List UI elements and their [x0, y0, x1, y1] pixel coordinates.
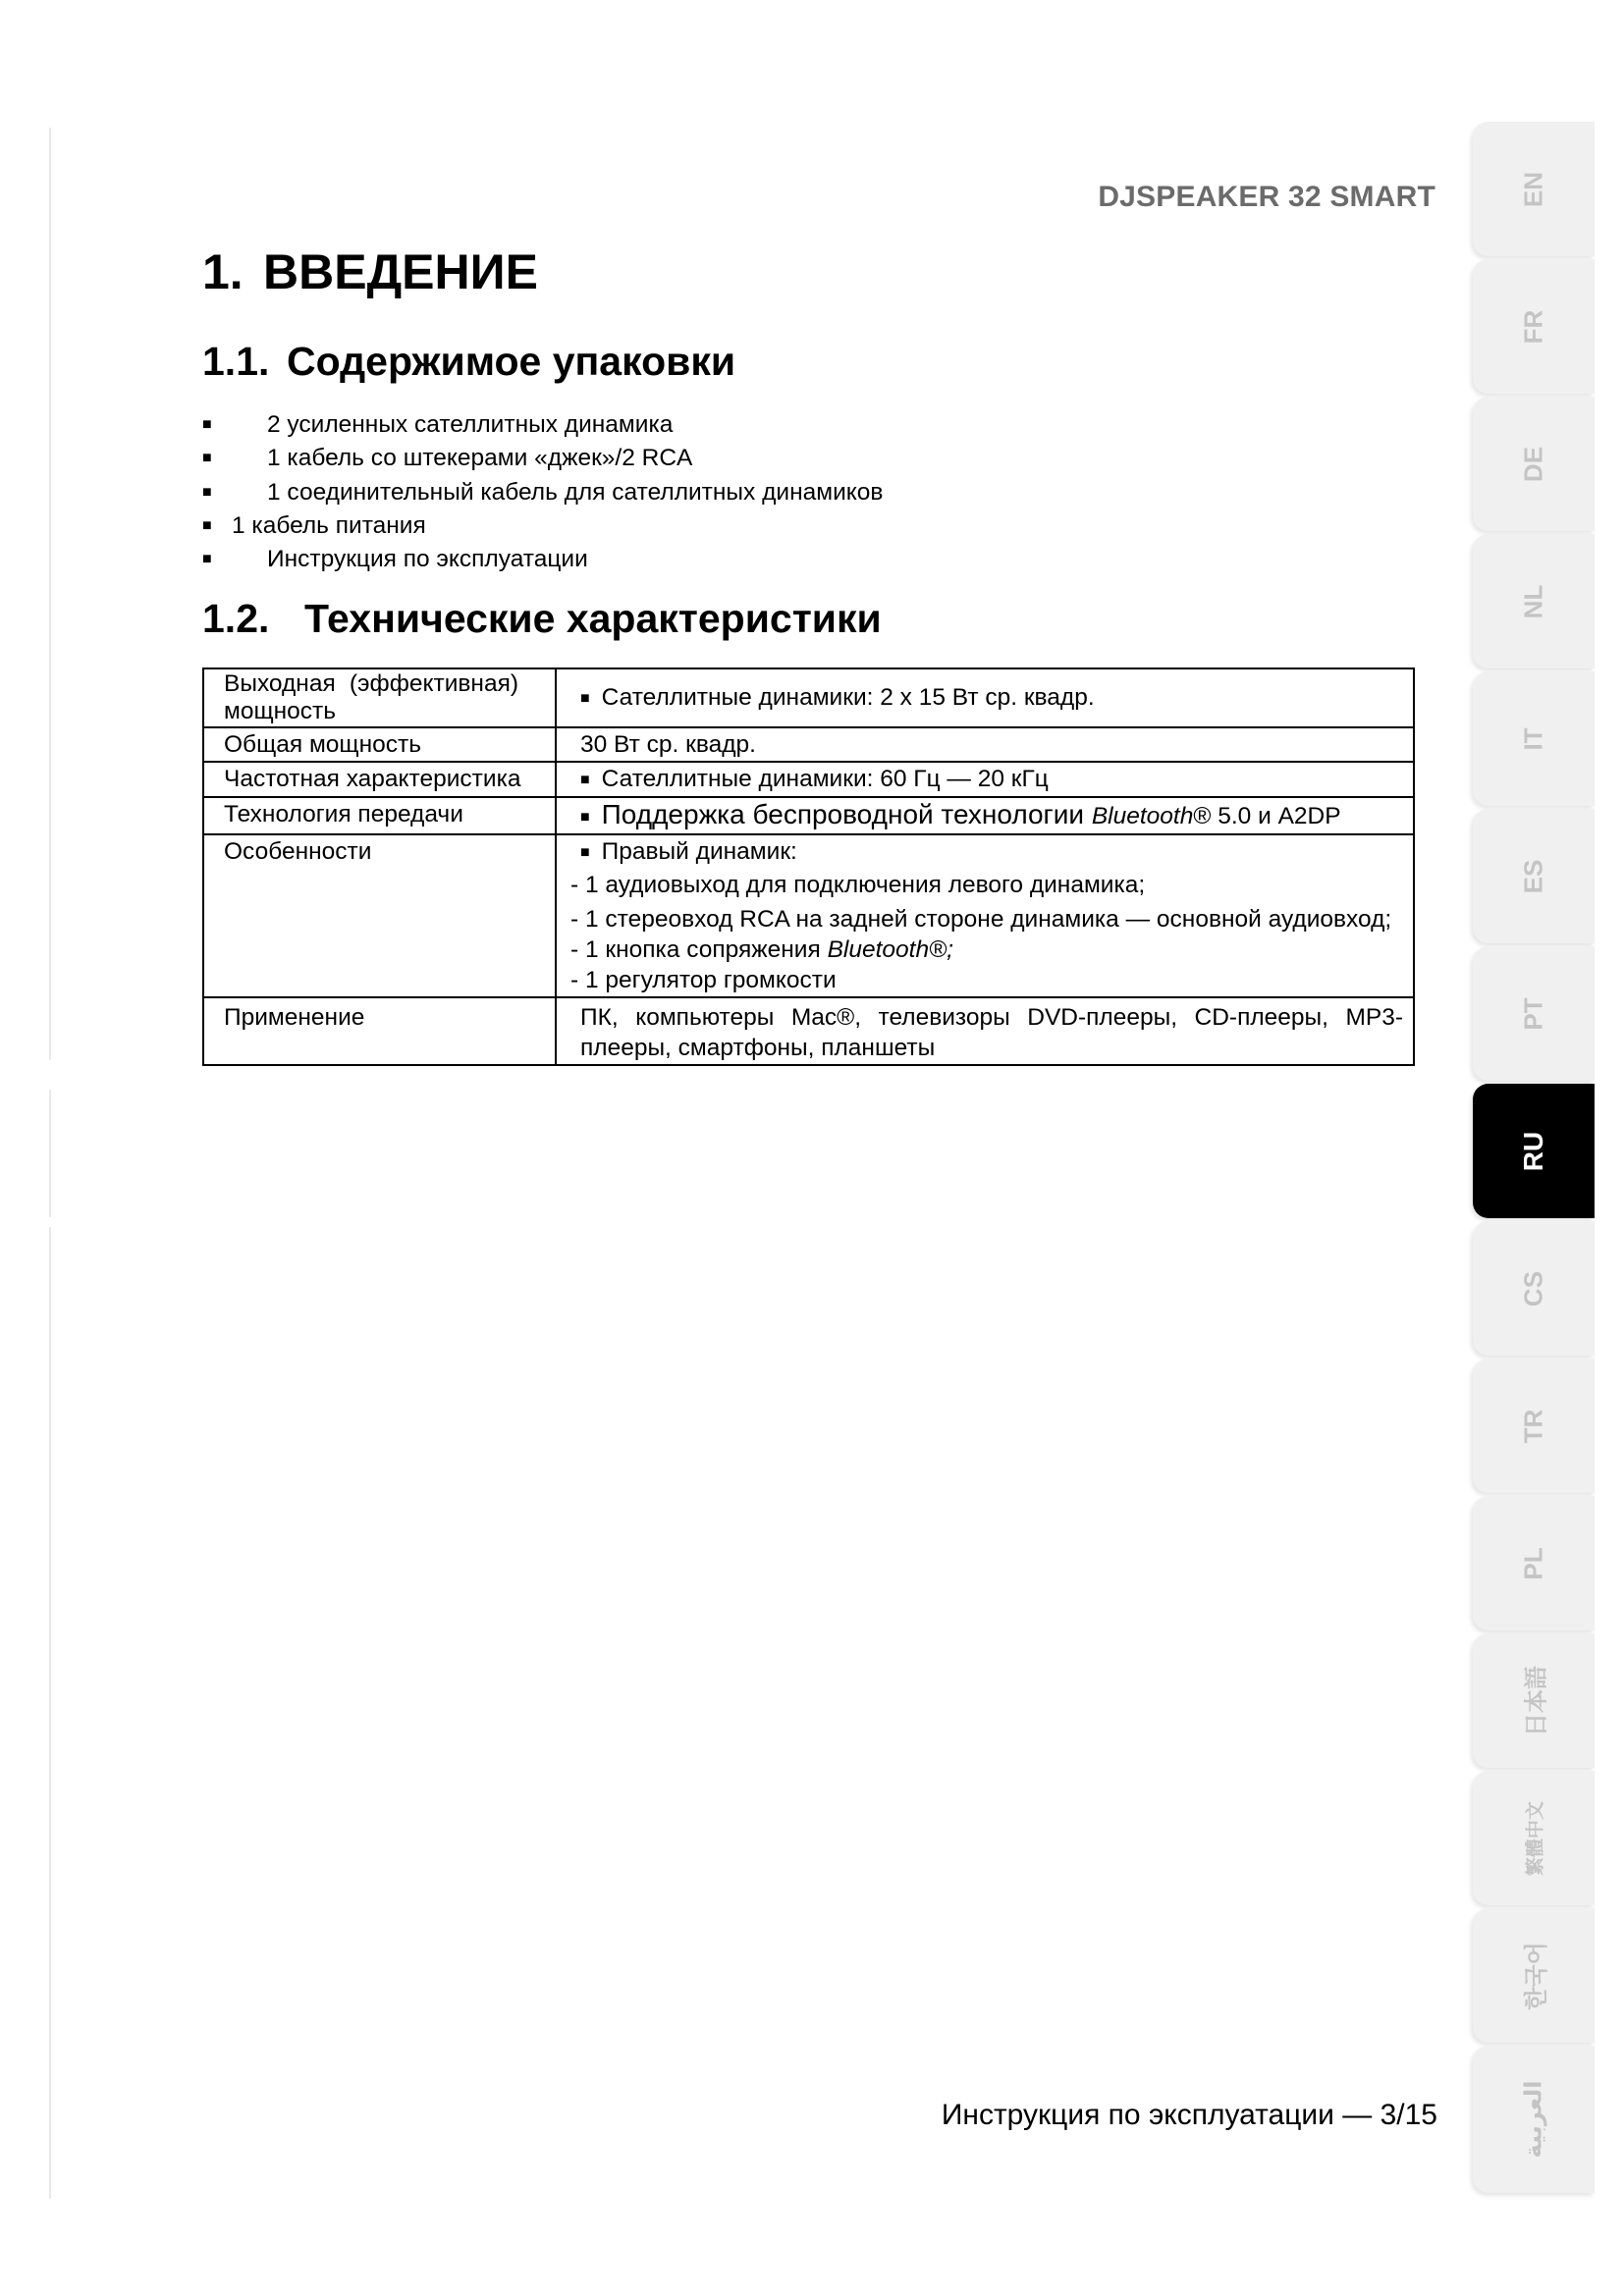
bullet-icon: ■ — [202, 450, 212, 466]
section-1-1-heading — [202, 339, 735, 385]
spec-key: Частотная характеристика — [203, 762, 556, 797]
page-footer: Инструкция по эксплуатации — 3/15 — [941, 2099, 1437, 2131]
table-row — [203, 834, 1414, 997]
tab-language-fr[interactable]: FR — [1473, 259, 1595, 394]
specifications-table — [202, 667, 1415, 1066]
tab-language-cs[interactable]: CS — [1473, 1221, 1595, 1356]
table-row — [203, 797, 1414, 834]
page-edge-top — [49, 128, 51, 1060]
tab-language-ja[interactable]: 日本語 — [1473, 1633, 1595, 1768]
spec-value: ■ Сателлитные динамики: 2 x 15 Вт ср. квадр. — [556, 668, 1414, 727]
tab-language-ar[interactable]: العربية — [1473, 2046, 1595, 2193]
section-1-heading — [202, 243, 538, 300]
tab-language-es[interactable]: ES — [1473, 809, 1595, 943]
section-1-1-title: Содержимое упаковки — [287, 339, 736, 384]
spec-key: Общая мощность — [203, 727, 556, 762]
tab-language-ko[interactable]: 한국어 — [1473, 1908, 1595, 2043]
table-row — [203, 762, 1414, 797]
spec-value: ■ Правый динамик: - 1 аудиовыход для подключения левого динамика; - 1 стереовход RCA на задней стороне динамика — основной аудиовход; - 1 кнопка сопряжения Bluetooth®; - 1 регулятор громкости — [556, 834, 1414, 997]
tab-language-nl[interactable]: NL — [1473, 534, 1595, 668]
spec-key: Выходная (эффективная) мощность — [203, 668, 556, 727]
spec-value: ■ Поддержка беспроводной технологии Bluetooth® 5.0 и A2DP — [556, 797, 1414, 834]
section-1-2-heading — [202, 596, 882, 642]
spec-key: Применение — [203, 997, 556, 1065]
tab-language-tr[interactable]: TR — [1473, 1359, 1595, 1493]
section-1-2-title: Технические характеристики — [304, 596, 882, 641]
spec-value: ПК, компьютеры Mac®, телевизоры DVD-плееры, CD-плееры, MP3- плееры, смартфоны, планшеты — [556, 997, 1414, 1065]
table-row — [203, 997, 1414, 1065]
page-edge-lower — [49, 1227, 51, 2199]
tab-language-pl[interactable]: PL — [1473, 1496, 1595, 1630]
spec-key: Особенности — [203, 834, 556, 997]
bullet-icon: ■ — [202, 416, 212, 433]
tab-language-ru[interactable]: RU — [1473, 1084, 1595, 1218]
bullet-icon: ■ — [580, 772, 590, 788]
page-edge-bottom — [49, 1090, 51, 1217]
bullet-icon: ■ — [202, 551, 212, 567]
bullet-icon: ■ — [580, 844, 590, 861]
tab-language-en[interactable]: EN — [1473, 122, 1595, 256]
bullet-icon: ■ — [580, 809, 590, 826]
tab-language-pt[interactable]: PT — [1473, 946, 1595, 1081]
tab-language-de[interactable]: DE — [1473, 397, 1595, 531]
spec-value: 30 Вт ср. квадр. — [556, 727, 1414, 762]
section-1-title: ВВЕДЕНИЕ — [263, 244, 538, 299]
product-header: DJSPEAKER 32 SMART — [1098, 181, 1435, 213]
bullet-icon: ■ — [580, 690, 590, 707]
bullet-icon: ■ — [202, 517, 212, 534]
bullet-icon: ■ — [202, 484, 212, 501]
section-1-1-number: 1.1. — [202, 339, 270, 384]
table-row — [203, 668, 1414, 727]
spec-key: Технология передачи — [203, 797, 556, 834]
table-row — [203, 727, 1414, 762]
tab-language-zh[interactable]: 繁體中文 — [1473, 1771, 1595, 1905]
tab-language-it[interactable]: IT — [1473, 671, 1595, 806]
section-1-number: 1. — [202, 244, 244, 299]
section-1-2-number: 1.2. — [202, 596, 270, 641]
spec-value: ■ Сателлитные динамики: 60 Гц — 20 кГц — [556, 762, 1414, 797]
